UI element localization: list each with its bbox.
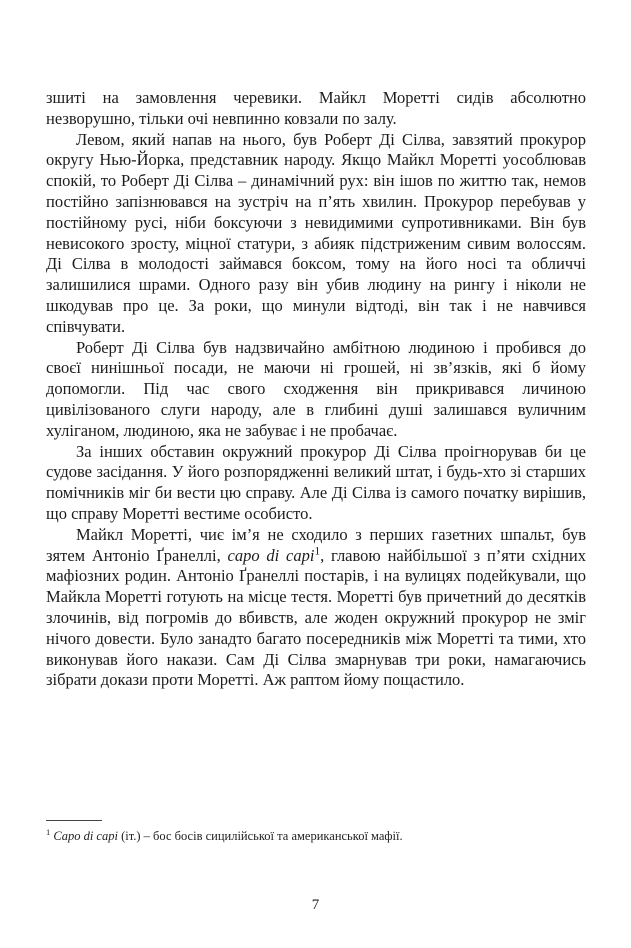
footnote-italic-phrase: Capo di capi	[53, 829, 118, 843]
page-number: 7	[311, 897, 320, 913]
footnote-text: (іт.) – бос босів сицилійської та американської мафії.	[117, 829, 403, 843]
paragraph-2: Левом, який напав на нього, був Роберт Ді Сілва, завзятий прокурор округу Нью-Йорка, представник народу. Якщо Майкл Моретті уособлював спокій, то Роберт Ді Сілва – динамічний рух: він ішов по життю так, немов постійно запізнювався на зустріч на п’ять хвилин. Прокурор перебував у постійному русі, ніби боксуючи з невидимими супротивниками. Він був невисокого зросту, міцної статури, з абияк підстриженим сивим волоссям. Ді Сілва в молодості займався боксом, тому на його носі та обличчі залишилися шрами. Одного разу він убив людину на рингу і ніколи не шкодував про це. За роки, що минули відтоді, він так і не навчився співчувати.	[46, 129, 586, 336]
paragraph-5	[46, 525, 586, 691]
paragraph-3: Роберт Ді Сілва був надзвичайно амбітною людиною і пробився до своєї нинішньої посади, не маючи ні грошей, ні зв’язків, які б йому допомогли. Під час свого сходження він прикривався личиною цивілізованого слуги народу, але в глибині душі залишався вуличним хуліганом, людиною, яка не забуває і не пробачає.	[46, 337, 586, 440]
footnote-reference-marker: 1	[314, 545, 321, 558]
footnote-divider	[46, 820, 102, 821]
paragraph-5-italic-phrase: capo di capi	[227, 545, 315, 565]
paragraph-5-text-before: Майкл Моретті, чиє ім’я не сходило з перших газетних шпальт, був зятем Антоніо Ґранеллі,	[46, 524, 586, 565]
paragraph-continuation: зшиті на замовлення черевики. Майкл Моретті сидів абсолютно незворушно, тільки очі невпинно ковзали по залу.	[46, 88, 586, 128]
footnote-marker: 1	[46, 826, 51, 837]
paragraph-5-text-after: , главою найбільшої з п’яти східних мафіозних родин. Антоніо Ґранеллі постарів, і на вулицях подейкували, що Майкла Моретті готують на місце тестя. Моретті був причетний до десятків злочинів, від погромів до вбивств, але жоден окружний прокурор не зміг нічого довести. Було занадто багато посередників між Моретті та тими, хто виконував його накази. Сам Ді Сілва змарнував три роки, намагаючись зібрати докази проти Моретті. Аж раптом йому пощастило.	[46, 545, 586, 690]
paragraph-4: За інших обставин окружний прокурор Ді Сілва проігнорував би це судове засідання. У його розпорядженні великий штат, і будь-хто зі старших помічників міг би вести цю справу. Але Ді Сілва із самого початку вирішив, що справу Моретті вестиме особисто.	[46, 441, 586, 523]
footnote-area	[46, 820, 586, 844]
text-block	[46, 88, 586, 691]
footnote	[46, 828, 586, 844]
